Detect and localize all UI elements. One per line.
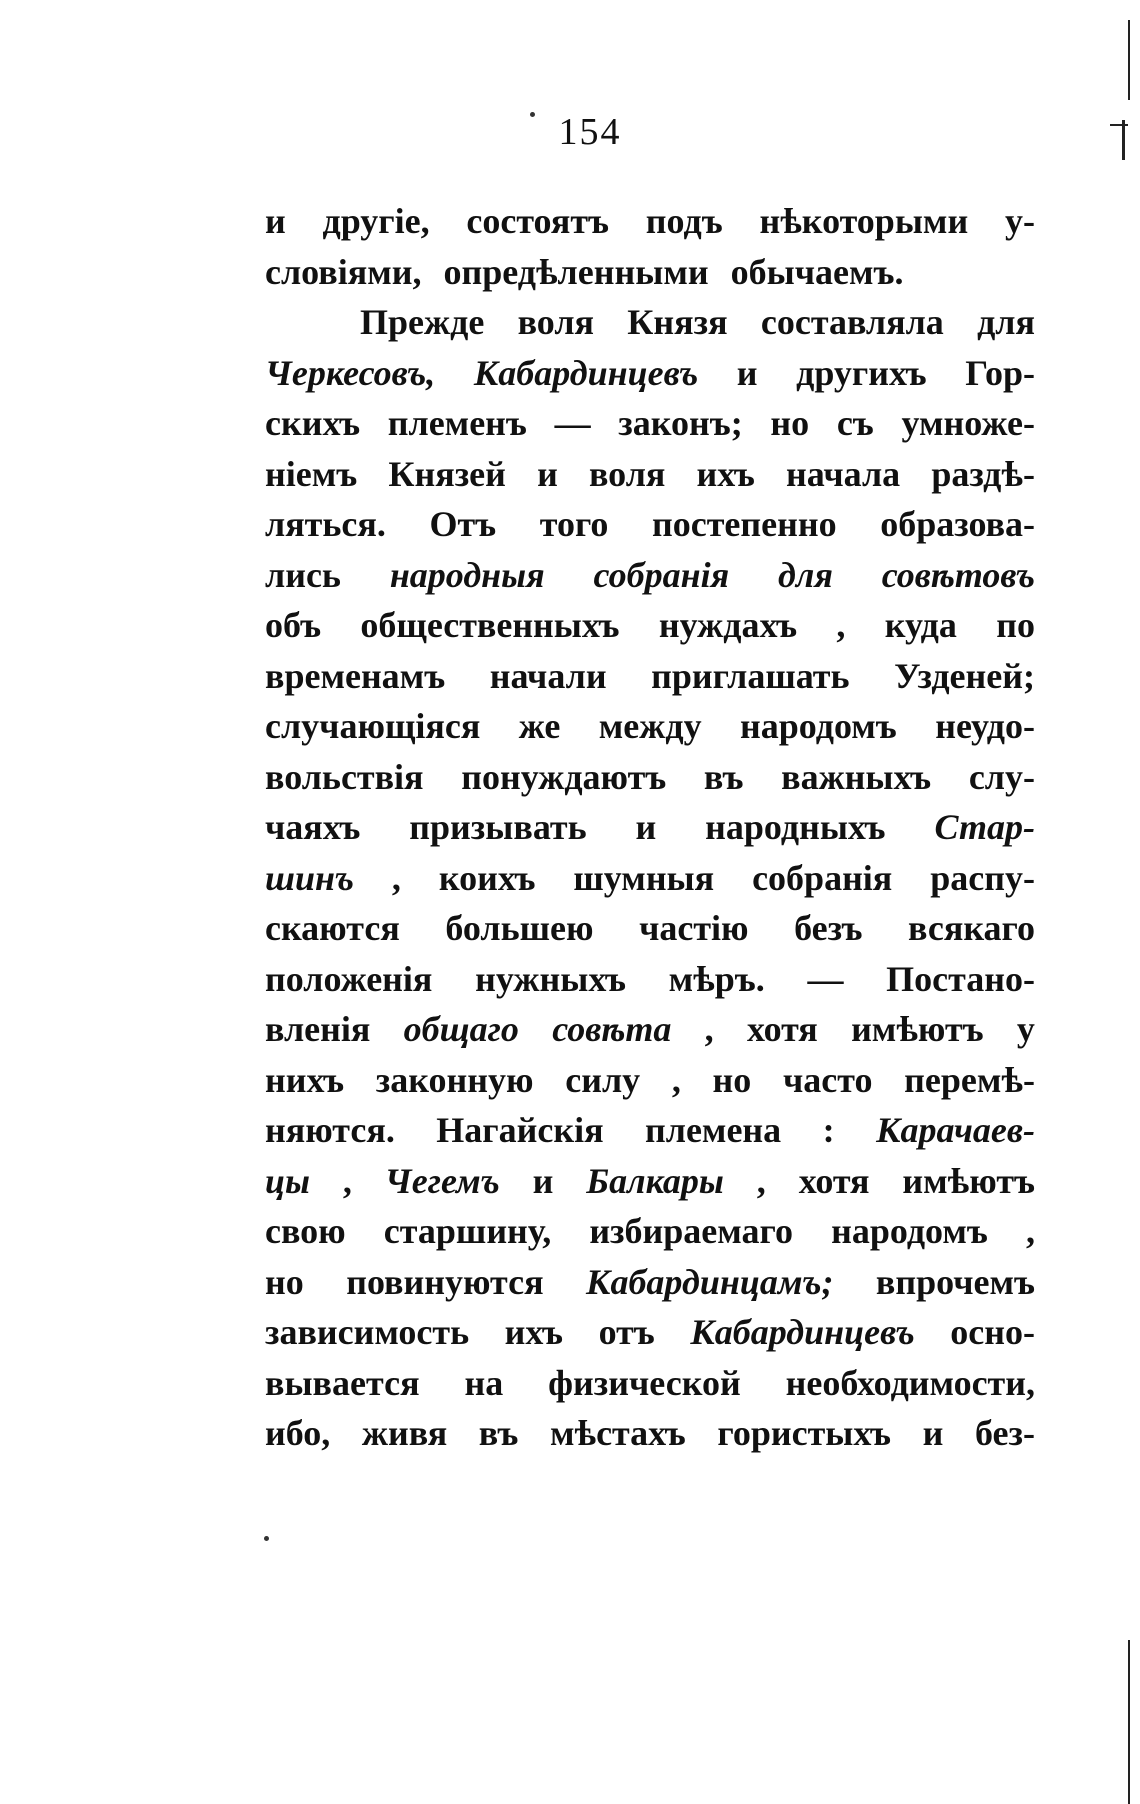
word: народомъ (740, 706, 897, 746)
text-line (265, 453, 1035, 504)
word: положенія (265, 958, 433, 999)
text-line (265, 503, 1035, 554)
word: отъ (598, 1312, 655, 1352)
word: случающіяся (265, 706, 481, 746)
word: совѣтовъ (881, 554, 1035, 595)
page-number: 154 (558, 111, 622, 153)
word: няются. (265, 1110, 395, 1150)
text-line (265, 705, 1035, 756)
text-line (265, 402, 1035, 453)
word: но (770, 403, 810, 443)
word: состоятъ (466, 201, 610, 241)
word: нуждахъ (658, 605, 798, 645)
word: без- (974, 1413, 1035, 1453)
text-line (265, 756, 1035, 807)
word: , (836, 605, 846, 645)
word: собранія (752, 857, 893, 898)
word: , (391, 857, 401, 898)
word: ніемъ (265, 453, 358, 494)
word: имѣютъ (851, 1009, 984, 1049)
text-line (265, 907, 1035, 958)
word: по (996, 605, 1035, 645)
word: большею (445, 908, 594, 948)
word: и (922, 1413, 944, 1453)
text-line (265, 1008, 1035, 1059)
word: но (265, 1261, 304, 1302)
word: коихъ (438, 857, 536, 898)
word: имѣютъ (902, 1160, 1035, 1201)
scan-edge-line (1128, 20, 1130, 100)
word: объ (265, 605, 322, 645)
word: вывается (265, 1362, 420, 1403)
word: важныхъ (781, 756, 932, 797)
word: общественныхъ (360, 605, 620, 645)
word: , (671, 1059, 681, 1100)
word: Кабардинцевъ (473, 352, 699, 393)
word: свою (265, 1211, 346, 1251)
word: воля (588, 453, 666, 494)
word: ибо, (265, 1413, 331, 1453)
word: Прежде (360, 302, 485, 342)
word: живя (361, 1413, 448, 1453)
word: умноже- (901, 403, 1035, 443)
word: и (635, 807, 657, 847)
word: законную (375, 1059, 534, 1100)
text-line (265, 958, 1035, 1009)
word: того (539, 504, 609, 544)
word: Нагайскія (436, 1110, 604, 1150)
word: но (712, 1059, 752, 1100)
word: Гор- (965, 352, 1035, 393)
word: начала (786, 453, 901, 494)
word: гористыхъ (717, 1413, 892, 1453)
word: шинъ (265, 857, 354, 898)
text-line (265, 655, 1035, 706)
text-line (265, 200, 1035, 251)
word: нѣкоторыми (759, 201, 969, 241)
word: начали (489, 655, 607, 696)
word: же (518, 706, 561, 746)
word: вольствія (265, 756, 424, 797)
scan-speck (264, 1536, 269, 1541)
word: между (598, 706, 702, 746)
word: Кабардинцамъ; (586, 1261, 834, 1302)
word: народомъ (831, 1211, 988, 1251)
word: совѣта (552, 1009, 672, 1049)
word: цы (265, 1160, 310, 1201)
word: — (807, 958, 844, 999)
word: и (265, 201, 286, 241)
text-line (265, 1109, 1035, 1160)
word: неудо- (935, 706, 1035, 746)
word: раздѣ- (931, 453, 1035, 494)
word: безъ (794, 908, 863, 948)
text-line (265, 1412, 1035, 1463)
word: словіями, (265, 251, 422, 292)
word: ихъ (504, 1312, 564, 1352)
word: воля (517, 302, 594, 342)
word: хотя (798, 1160, 870, 1201)
text-line (265, 1160, 1035, 1211)
word: Князя (627, 302, 728, 342)
word: понуждаютъ (461, 756, 667, 797)
word: Карачаев- (876, 1110, 1035, 1150)
word: скихъ (265, 403, 361, 443)
word: избираемаго (589, 1211, 793, 1251)
word: — (554, 403, 591, 443)
word: и (537, 453, 558, 494)
word: и (736, 352, 758, 393)
word: частію (639, 908, 749, 948)
scan-edge-line (1128, 1640, 1130, 1804)
word: другихъ (796, 352, 927, 393)
text-line (265, 301, 1035, 352)
text-line (265, 1210, 1035, 1261)
word: призывать (409, 807, 587, 847)
word: повинуются (346, 1261, 544, 1302)
word: вленія (265, 1009, 371, 1049)
word: чаяхъ (265, 807, 361, 847)
word: племенъ (387, 403, 527, 443)
word: лись (265, 554, 341, 595)
word: у (1016, 1009, 1035, 1049)
word: для (777, 554, 833, 595)
word: Постано- (886, 958, 1035, 999)
word: племена (645, 1110, 782, 1150)
text-line (265, 1261, 1035, 1312)
word: мѣстахъ (549, 1413, 686, 1453)
text-line (265, 857, 1035, 908)
word: ихъ (696, 453, 755, 494)
word: общаго (403, 1009, 519, 1049)
word: зависимость (265, 1312, 470, 1352)
word: обычаемъ. (730, 251, 904, 292)
word: ляться. (265, 504, 386, 544)
word: другіе, (322, 201, 430, 241)
word: для (977, 302, 1035, 342)
word: часто (782, 1059, 873, 1100)
body-text (265, 200, 1035, 1463)
text-line (265, 806, 1035, 857)
word: перемѣ- (904, 1059, 1035, 1100)
word: Кабардинцевъ (690, 1312, 915, 1352)
word: съ (836, 403, 874, 443)
word: силу (565, 1059, 641, 1100)
word: Князей (388, 453, 506, 494)
word: и (532, 1160, 554, 1201)
word: скаются (265, 908, 400, 948)
word: распу- (930, 857, 1035, 898)
word: образова- (880, 504, 1035, 544)
word: составляла (760, 302, 944, 342)
word: необходимости, (785, 1362, 1035, 1403)
word: Черкесовъ, (265, 352, 436, 393)
word: нужныхъ (475, 958, 626, 999)
word: физической (548, 1362, 741, 1403)
word: Балкары (586, 1160, 724, 1201)
word: старшину, (383, 1211, 552, 1251)
word: , (756, 1160, 766, 1201)
word: въ (478, 1413, 519, 1453)
word: Узденей; (894, 655, 1035, 696)
word: Чегемъ (384, 1160, 500, 1201)
word: постепенно (652, 504, 837, 544)
word: всякаго (907, 908, 1035, 948)
word: нихъ (265, 1059, 345, 1100)
text-line (265, 604, 1035, 655)
word: Стар- (934, 807, 1035, 847)
text-line (265, 251, 1035, 302)
word: на (464, 1362, 504, 1403)
word: впрочемъ (875, 1261, 1035, 1302)
word: подъ (645, 201, 723, 241)
word: : (822, 1110, 835, 1150)
word: , (342, 1160, 352, 1201)
word: слу- (968, 756, 1035, 797)
word: , (1025, 1211, 1035, 1251)
word: у- (1004, 201, 1035, 241)
word: Отъ (429, 504, 497, 544)
word: мѣръ. (668, 958, 765, 999)
word: собранія (593, 554, 730, 595)
word: временамъ (265, 655, 446, 696)
word: шумныя (573, 857, 715, 898)
text-line (265, 1311, 1035, 1362)
word: народныхъ (705, 807, 886, 847)
word: куда (884, 605, 957, 645)
word: , (704, 1009, 714, 1049)
text-line (265, 1059, 1035, 1110)
word: въ (703, 756, 744, 797)
word: осно- (950, 1312, 1035, 1352)
text-line (265, 352, 1035, 403)
word: хотя (746, 1009, 818, 1049)
text-line (265, 554, 1035, 605)
word: законъ; (618, 403, 743, 443)
text-line (265, 1362, 1035, 1413)
word: приглашать (651, 655, 850, 696)
word: народныя (389, 554, 545, 595)
word: опредѣленными (443, 251, 709, 292)
